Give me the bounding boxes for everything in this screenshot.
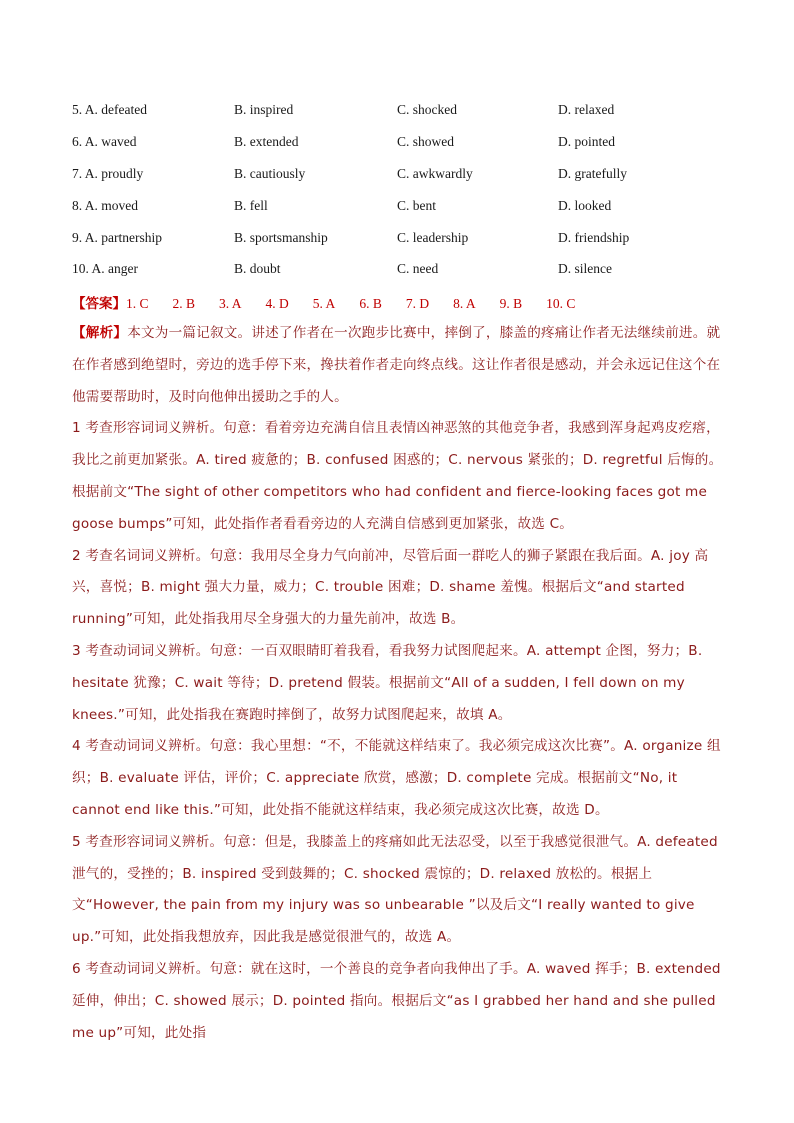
option-row-8 [72,198,732,218]
answer-item: 1. C [126,296,149,311]
option-row-5 [72,102,732,122]
answer-item: 9. B [499,296,523,311]
answer-item: 7. D [405,296,430,311]
option-c: C. leadership [397,230,469,245]
option-row-9 [72,230,732,250]
option-row-7 [72,166,732,186]
answer-item: 4. D [265,296,289,311]
answer-tag: 【答案】 [72,296,126,311]
analysis-intro [72,318,728,413]
analysis-para-1: 1 考查形容词词义辨析。句意：看着旁边充满自信且表情凶神恶煞的其他竞争者，我感到浑身起鸡皮疙瘩，我比之前更加紧张。A. tired 疲惫的；B. confused 困惑的；C. nervous 紧张的；D. regretful 后悔的。根据前文“The sight of other competitors who had confident and fierce-looking faces got me goose bumps”可知，此处指作者看看旁边的人充满自信感到更加紧张，故选 C。 [72,420,723,532]
analysis-intro-text: 本文为一篇记叙文。讲述了作者在一次跑步比赛中，摔倒了，膝盖的疼痛让作者无法继续前进。就在作者感到绝望时，旁边的选手停下来，搀扶着作者走向终点线。这让作者很是感动，并会永远记住这个在他需要帮助时，及时向他伸出援助之手的人。 [72,325,721,405]
analysis-para-2: 2 考查名词词义辨析。句意：我用尽全身力气向前冲，尽管后面一群吃人的狮子紧跟在我后面。A. joy 高兴，喜悦；B. might 强大力量，威力；C. trouble 困难；D. shame 羞愧。根据后文“and started running”可知，此处指我用尽全身强大的力量先前冲，故选 B。 [72,547,709,628]
option-c: C. bent [397,198,436,213]
option-b: B. fell [234,198,268,213]
option-a: 5. A. defeated [72,102,147,117]
option-d: D. relaxed [558,102,615,117]
option-a: 7. A. proudly [72,166,144,181]
answer-item: 6. B [359,296,382,311]
option-row-10 [72,261,732,281]
option-a: 9. A. partnership [72,230,162,245]
option-b: B. extended [234,134,299,149]
answer-list [126,296,575,311]
option-b: B. sportsmanship [234,230,328,245]
option-d: D. looked [558,198,612,213]
option-d: D. friendship [558,230,630,245]
option-a: 10. A. anger [72,261,138,276]
option-c: C. awkwardly [397,166,473,181]
analysis-para-4: 4 考查动词词义辨析。句意：我心里想：“不，不能就这样结束了。我必须完成这次比赛”。A. organize 组织；B. evaluate 评估，评价；C. appreciate 欣赏，感激；D. complete 完成。根据前文“No, it cannot end like this.”可知，此处指不能就这样结束，我必须完成这次比赛，故选 D。 [72,738,721,818]
answer-item: 5. A [312,296,336,311]
analysis-para-5: 5 考查形容词词义辨析。句意：但是，我膝盖上的疼痛如此无法忍受，以至于我感觉很泄气。A. defeated 泄气的，受挫的；B. inspired 受到鼓舞的；C. shocked 震惊的；D. relaxed 放松的。根据上文“However, the pain from my injury was so unbearable ”以及后文“I really wanted to give up.”可知，此处指我想放弃，因此我是感觉很泄气的，故选 A。 [72,833,718,946]
option-d: D. gratefully [558,166,627,181]
answer-item: 3. A [219,296,242,311]
option-d: D. silence [558,261,612,276]
option-c: C. need [397,261,439,276]
option-c: C. showed [397,134,454,149]
answer-item: 2. B [172,296,196,311]
option-b: B. cautiously [234,166,306,181]
option-c: C. shocked [397,102,457,117]
option-b: B. inspired [234,102,294,117]
option-row-6 [72,134,732,154]
analysis-tag: 【解析】 [72,325,128,341]
answer-item: 8. A [453,296,476,311]
analysis-para-6: 6 考查动词词义辨析。句意：就在这时，一个善良的竞争者向我伸出了手。A. waved 挥手；B. extended 延伸，伸出；C. showed 展示；D. pointed 指向。根据后文“as I grabbed her hand and she pulled me up”可知，此处指 [72,960,721,1041]
option-a: 8. A. moved [72,198,138,213]
analysis-section [72,318,728,1049]
option-d: D. pointed [558,134,615,149]
option-a: 6. A. waved [72,134,137,149]
analysis-para-3: 3 考查动词词义辨析。句意：一百双眼睛盯着我看，看我努力试图爬起来。A. attempt 企图，努力；B. hesitate 犹豫；C. wait 等待；D. pretend 假装。根据前文“All of a sudden, I fell down on my knees.”可知，此处指我在赛跑时摔倒了，故努力试图爬起来，故填 A。 [72,642,703,723]
option-b: B. doubt [234,261,281,276]
answer-item: 10. C [546,296,576,311]
answer-key [72,292,575,312]
